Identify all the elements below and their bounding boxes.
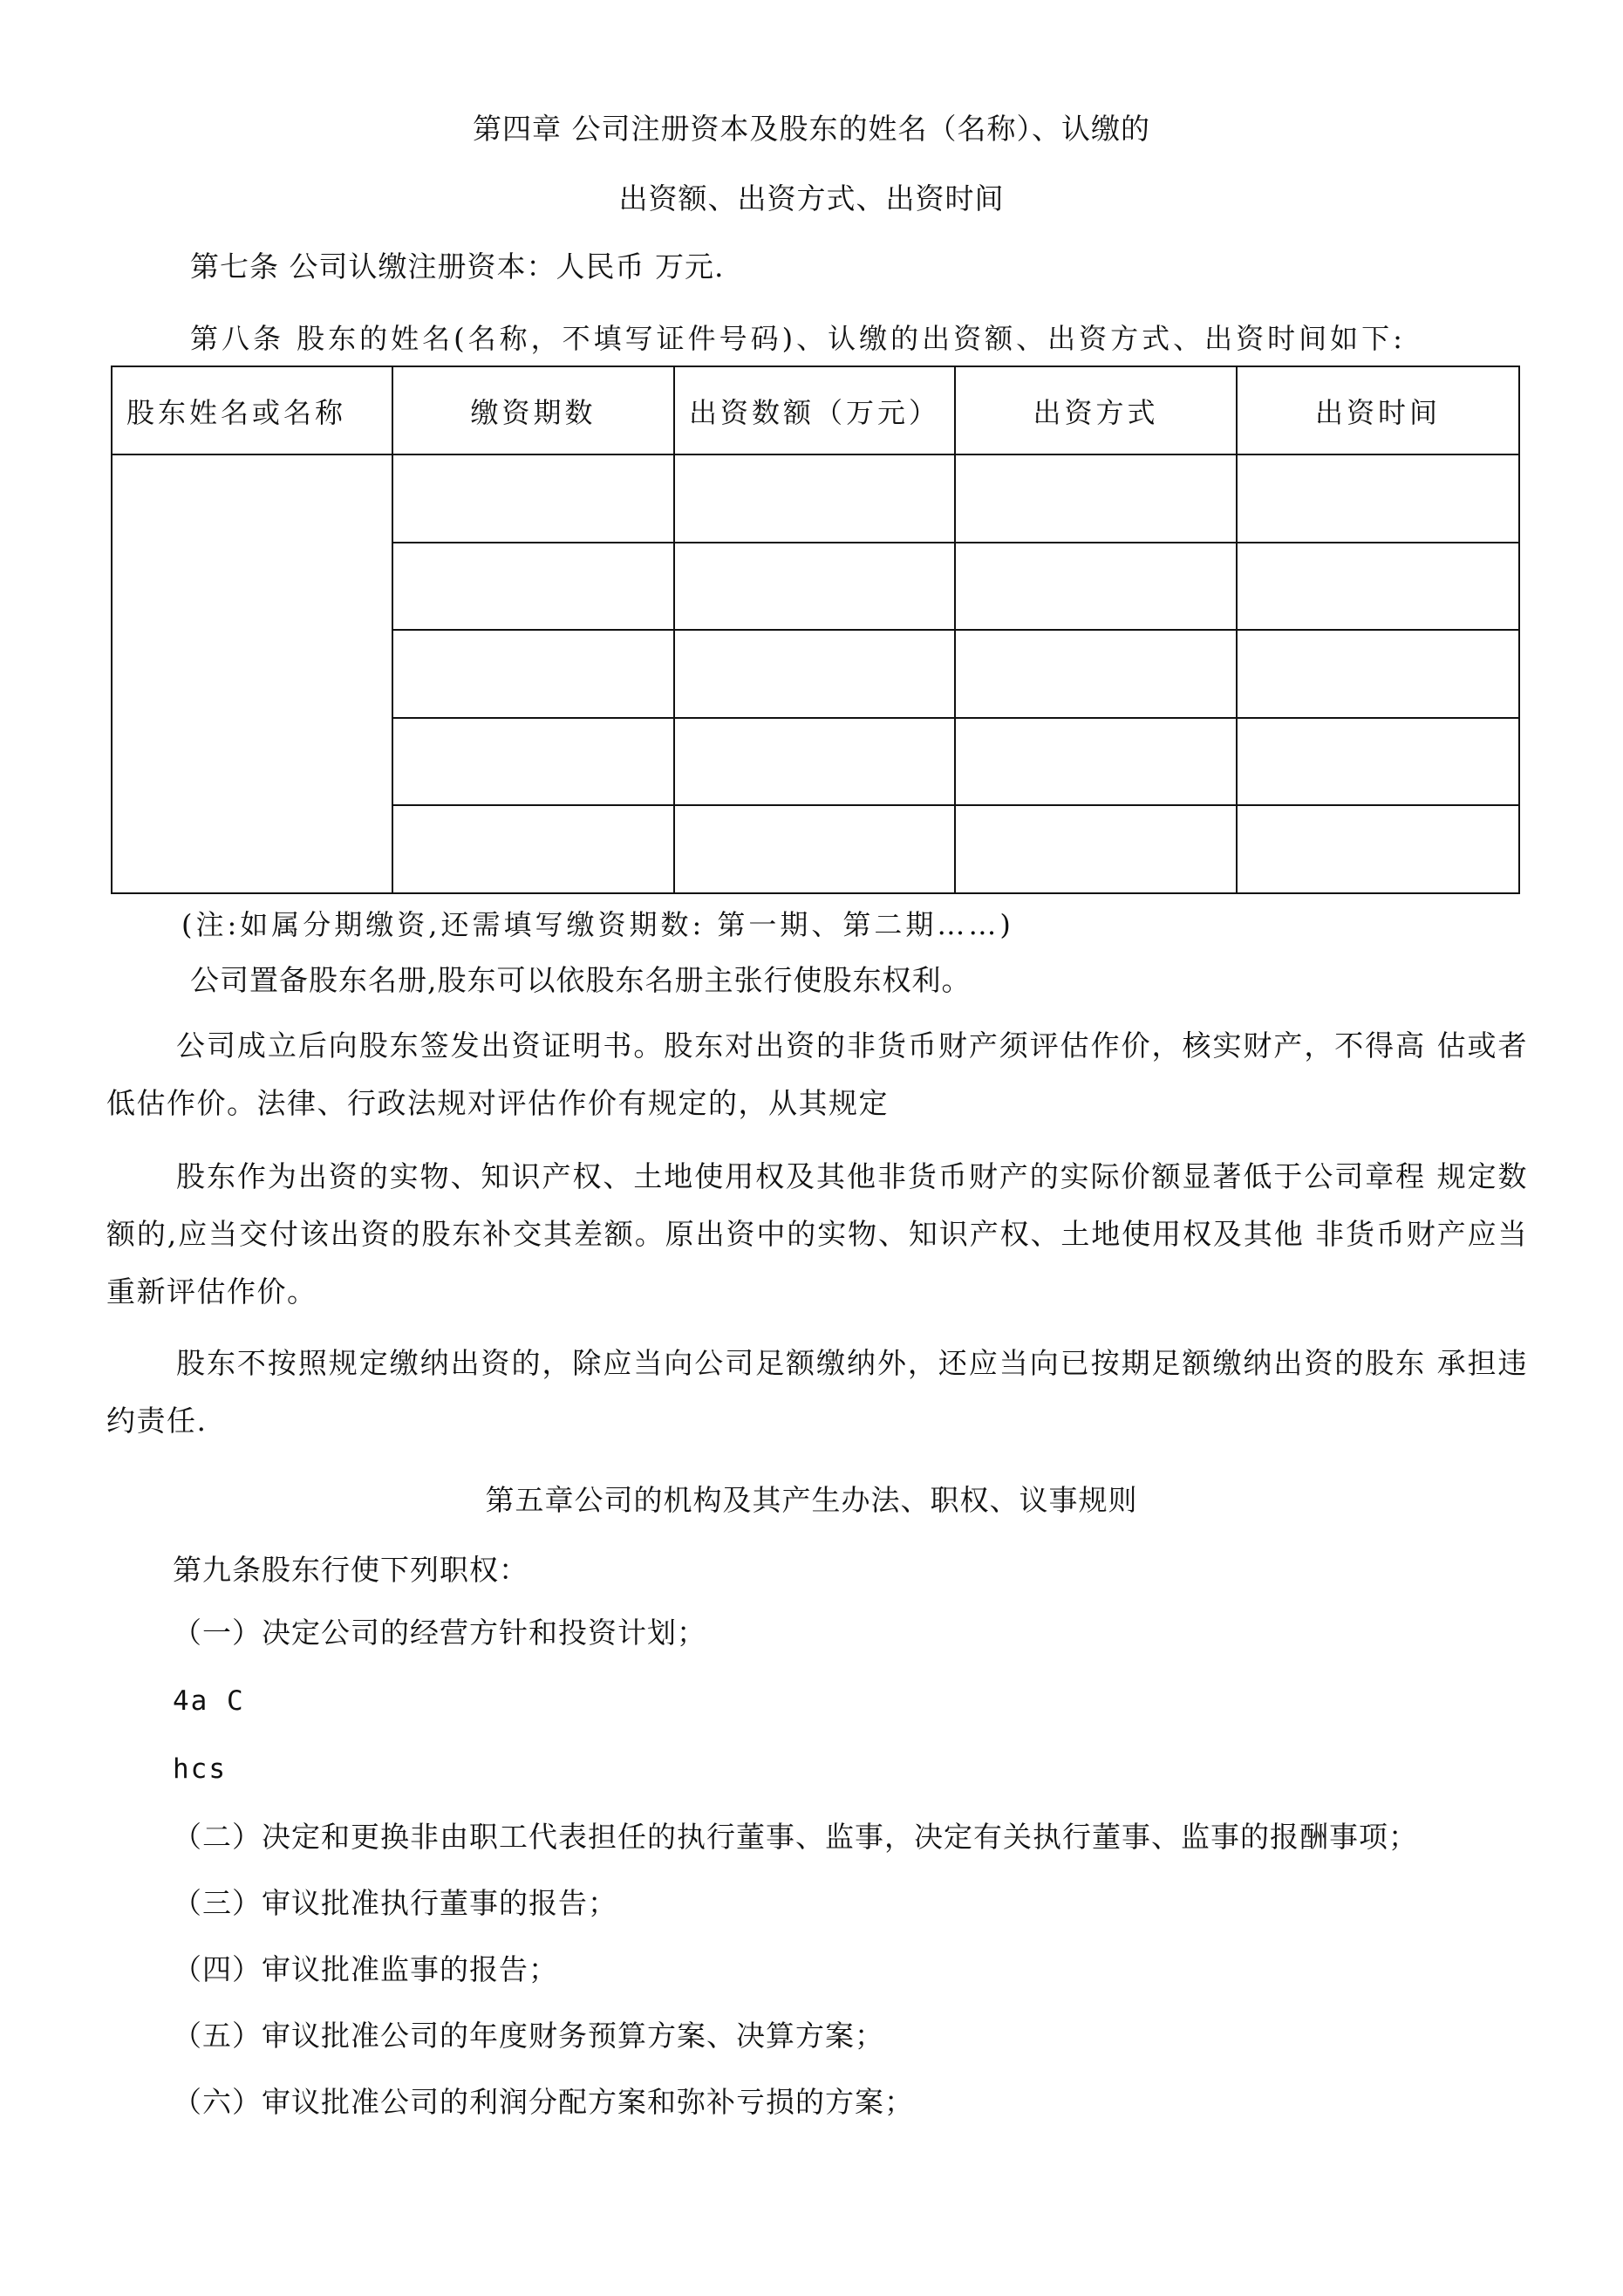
- header-contribution-amount: 出资数额（万元）: [674, 366, 955, 454]
- capital-contribution-table: [111, 366, 1520, 894]
- stray-text-1: 4a C: [173, 1685, 245, 1717]
- chapter5-title: 第五章公司的机构及其产生办法、职权、议事规则: [485, 1483, 1138, 1517]
- table-cell: [1237, 543, 1519, 631]
- header-contribution-time: 出资时间: [1237, 366, 1519, 454]
- table-cell: [392, 543, 674, 631]
- capital-certificate-paragraph: 公司成立后向股东签发出资证明书。股东对出资的非货币财产须评估作价，核实财产，不得高 估或者低估作价。法律、行政法规对评估作价有规定的，从其规定: [106, 1028, 1528, 1120]
- article-9: 第九条股东行使下列职权：: [173, 1553, 528, 1587]
- table-cell: [674, 630, 955, 718]
- table-cell: [392, 805, 674, 893]
- table-cell: [1237, 718, 1519, 806]
- table-cell: [392, 718, 674, 806]
- table-row: [112, 454, 1519, 543]
- article-8: 第八条 股东的姓名(名称，不填写证件号码)、认缴的出资额、出资方式、出资时间如下:: [190, 322, 1406, 355]
- table-cell: [392, 630, 674, 718]
- installment-note: (注:如属分期缴资,还需填写缴资期数: 第一期、第二期……): [181, 908, 1014, 941]
- power-item-2: （二）决定和更换非由职工代表担任的执行董事、监事，决定有关执行董事、监事的报酬事项；: [173, 1820, 1418, 1854]
- table-cell: [955, 454, 1237, 543]
- table-cell: [955, 718, 1237, 806]
- power-item-6: （六）审议批准公司的利润分配方案和弥补亏损的方案；: [173, 2085, 914, 2119]
- power-item-3: （三）审议批准执行董事的报告；: [173, 1886, 617, 1920]
- table-cell: [1237, 454, 1519, 543]
- table-cell: [674, 805, 955, 893]
- header-shareholder-name: 股东姓名或名称: [112, 366, 392, 454]
- shareholder-register-paragraph: 公司置备股东名册,股东可以依股东名册主张行使股东权利。: [190, 963, 972, 997]
- table-cell: [1237, 630, 1519, 718]
- header-payment-period: 缴资期数: [392, 366, 674, 454]
- non-cash-shortfall-paragraph: 股东作为出资的实物、知识产权、土地使用权及其他非货币财产的实际价额显著低于公司章程 规定数额的,应当交付该出资的股东补交其差额。原出资中的实物、知识产权、土地使用权及其他 非货币财产应当重新评估作价。: [106, 1159, 1528, 1309]
- table-cell: [955, 630, 1237, 718]
- table-cell: [674, 718, 955, 806]
- table-cell: [392, 454, 674, 543]
- stray-text-2: hcs: [173, 1753, 227, 1785]
- power-item-5: （五）审议批准公司的年度财务预算方案、决算方案；: [173, 2019, 884, 2053]
- chapter4-title-line2: 出资额、出资方式、出资时间: [618, 181, 1005, 215]
- table-cell: [955, 543, 1237, 631]
- power-item-4: （四）审议批准监事的报告；: [173, 1952, 558, 1986]
- table-cell: [955, 805, 1237, 893]
- power-item-1: （一）决定公司的经营方针和投资计划；: [173, 1616, 706, 1650]
- breach-liability-paragraph: 股东不按照规定缴纳出资的，除应当向公司足额缴纳外，还应当向已按期足额缴纳出资的股东 承担违约责任.: [106, 1346, 1528, 1438]
- table-cell: [674, 543, 955, 631]
- table-header-row: [112, 366, 1519, 454]
- table-cell-shareholder-name: [112, 454, 392, 893]
- table-cell: [674, 454, 955, 543]
- chapter4-title-line1: 第四章 公司注册资本及股东的姓名（名称）、认缴的: [473, 112, 1150, 146]
- header-contribution-method: 出资方式: [955, 366, 1237, 454]
- table-cell: [1237, 805, 1519, 893]
- article-7: 第七条 公司认缴注册资本：人民币 万元.: [190, 249, 725, 284]
